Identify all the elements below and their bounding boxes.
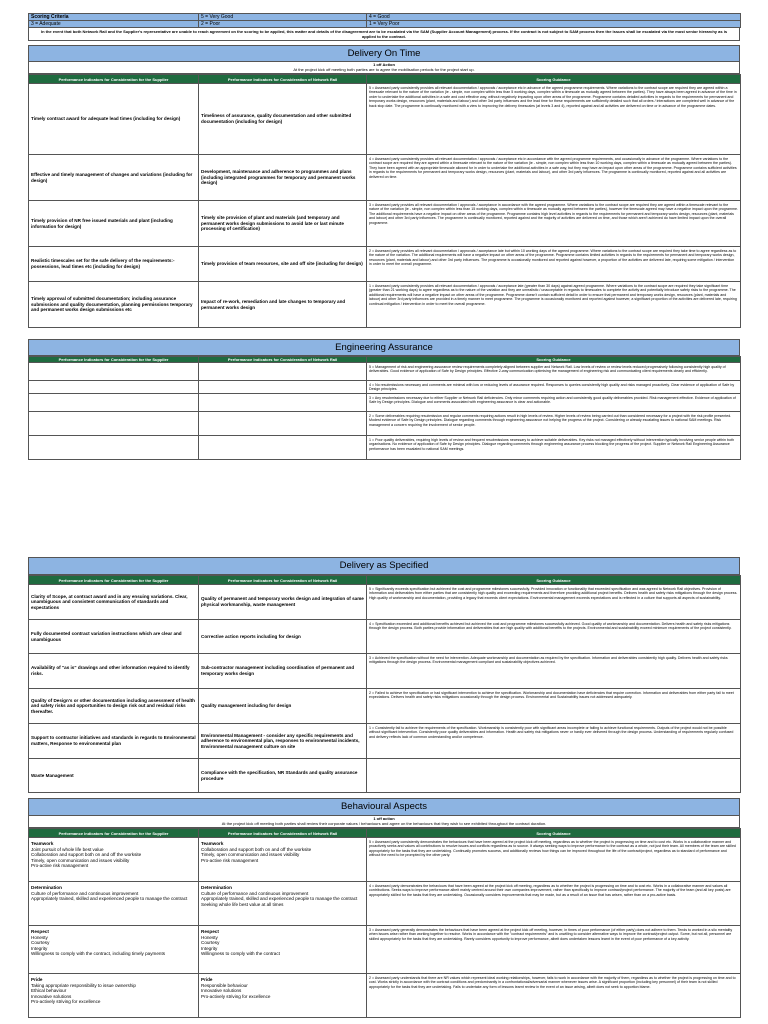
behaviour-item: Appropriately trained, skilled and experienced people to manage the contract <box>201 896 358 902</box>
action-text: At the project kick off meeting both parties shall review their corporate values / behaviours and agree on the behaviours that they wish to see exhibited throughout the contract duration. <box>221 821 547 826</box>
network-rail-indicator: Timeliness of assurance, quality documentation and other submitted documentation (including for design) <box>199 84 367 155</box>
supplier-indicator: Effective and timely management of changes and variations (including for design) <box>29 155 199 201</box>
supplier-indicator: Quality of Design's or other documentation including assessment of health and safety risks and opportunities to design risk out and residual risks thereafter. <box>29 689 199 724</box>
network-rail-indicator: Environmental Management - consider any specific requirements and adherence to environmental plan, responses to environmental incidents, Environmental management culture on site <box>199 724 367 759</box>
delivery-on-time-table <box>28 74 741 328</box>
scoring-guidance: 1 = Poor quality deliverables, requiring high levels of review and frequent resubmissions necessary to achieve suitable deliverables. Key risks not managed effectively without intervention typically involving senior people within both organisations. No evidence of application of Safe by Design principles. Dialogue regarding comments through engineering assurance process blocking the progress of the project. Supplier or Network Rail Engineering Assurance performance has been escalated to national SAM meetings. <box>367 436 741 460</box>
table-row <box>29 759 741 793</box>
table-row <box>29 381 741 394</box>
behaviour-item: Collaboration and support both on and off the worksite <box>31 852 142 858</box>
scoring-criteria-table <box>28 13 741 28</box>
scoring-guidance: 4 = Assessed party consistently provides all relevant documentation / approvals / acceptance etc in accordance with the agreed programme requirements, and occasionally in advance of the programme. Where variations to the contract scope are required they are agreed within a timescale relevant to the nature of the variation (ie - simple, non complex within less than 10 working days, complex within a timescale as mutually agreed between the parties). They have been agreed with an appropriate timescale allowed for in order to undertake the additional activities in a safe way, but they may have an impact upon other areas of the programme. Programme contains sufficient activities in regards to the requirements for permanent and temporary works design, resources (plant, materials and labour), and other 3rd party influences. The programme is continually monitored, reported against and all activities are delivered on time. <box>367 155 741 201</box>
behaviour-item: Courtesy <box>201 940 220 946</box>
table-row <box>29 689 741 724</box>
behaviour-item: Collaboration and support both on and off the worksite <box>201 846 312 852</box>
scoring-guidance: 3 = Assessed party provides all relevant documentation / approvals / acceptance in accordance with the agreed programme. Where variations to the contract scope are required they are agreed within a timescale relevant to the nature of the variation (ie - simple, non complex within less than 15 working days, complex within a timescale as mutually agreed between the parties), however the timescale agreed may have a negative impact upon the programme. The additional requirements have a negative impact on other areas of the programme. Programme contains high level activities in regards to the requirements for permanent and temporary works design, resources (plant, materials and labour) and other 3rd party influences. The programme is continually monitored, reported against and the majority of activities are delivered on time, and those which aren't achieved do have limited impact upon the overall programme. <box>367 201 741 247</box>
delivery-as-specified-table <box>28 575 741 793</box>
behaviour-item: Taking appropriate responsibility to issue ownership <box>31 982 136 988</box>
header-network-rail: Performance Indicators for Consideration of Network Rail <box>199 829 367 838</box>
network-rail-indicator: Development, maintenance and adherence to programmes and plans (including integrated programmes for temporary and permanent works design) <box>199 155 367 201</box>
scoring-guidance: 3 = Assessed party generally demonstrates the behaviours that have been agreed at the project kick off meeting, however, in times of poor performance (of either party) does not adhere to them. Tends to worked in a silo mentality when issues arise rather than working together to resolve. Works in accordance with the "contract requirements" and is unwilling to consider alternative ways to improve the contract/project output. Some, but not all, personnel are skilled appropriately for the tasks that they are undertaking. Rarely considers opportunity to improve performance, albeit does undertaken lessons learnt in the event of poor performance of a key activity. <box>367 926 741 974</box>
behaviour-item: Timely, open communication and issues visibility <box>31 857 130 863</box>
supplier-indicator <box>29 974 199 1018</box>
network-rail-indicator <box>199 838 367 882</box>
scoring-criteria-block <box>28 13 740 41</box>
table-row <box>29 247 741 282</box>
table-row <box>29 724 741 759</box>
table-row <box>29 974 741 1018</box>
header-scoring-guidance: Scoring Guidance <box>367 357 741 363</box>
header-scoring-guidance: Scoring Guidance <box>367 75 741 84</box>
action-text: At the project kick off meeting both parties are to agree the mobilisation periods for the project start up. <box>293 67 475 72</box>
criteria-poor: 2 = Poor <box>199 21 367 28</box>
header-network-rail: Performance Indicators for Consideration of Network Rail <box>199 576 367 585</box>
supplier-indicator <box>29 436 199 460</box>
supplier-indicator: Timely provision of NR free issued materials and plant (including information for design) <box>29 201 199 247</box>
behavioural-aspects-section <box>28 798 740 1018</box>
behaviour-item: Pro-active risk management <box>31 863 89 869</box>
behaviour-item: Joint pursuit of whole life best value <box>31 846 104 852</box>
table-row <box>29 620 741 654</box>
behaviour-item: Courtesy <box>31 940 50 946</box>
supplier-indicator: Availability of "as is" drawings and other information required to identify risks. <box>29 654 199 689</box>
network-rail-indicator: Corrective action reports including for design <box>199 620 367 654</box>
header-scoring-guidance: Scoring Guidance <box>367 576 741 585</box>
header-supplier: Performance Indicators for Consideration for the Supplier <box>29 576 199 585</box>
table-row <box>29 436 741 460</box>
behavioural-aspects-table <box>28 828 741 1018</box>
header-network-rail: Performance Indicators for Consideration of Network Rail <box>199 357 367 363</box>
network-rail-indicator: Compliance with the specification, NR Standards and quality assurance procedure <box>199 759 367 793</box>
supplier-indicator: Fully documented contract variation instructions which are clear and unambiguous <box>29 620 199 654</box>
behaviour-item: Integrity <box>201 945 218 951</box>
behaviour-title: Pride <box>31 977 43 982</box>
scoring-guidance: 2 = Failed to achieve the specification or had significant intervention to achieve the specification. Workmanship and documentation have deficiencies that require correction. Information and deliverables from either party fail to meet expectations. Delivers health and safety risks mitigations occasionally through the design process. Environmental and Sustainability issues not addressed adequately. <box>367 689 741 724</box>
network-rail-indicator <box>199 882 367 926</box>
network-rail-indicator: Sub-contractor management including coordination of permanent and temporary works design <box>199 654 367 689</box>
supplier-indicator <box>29 926 199 974</box>
table-row <box>29 282 741 328</box>
behaviour-item: Honesty <box>201 934 218 940</box>
scoring-guidance: 2 = Assessed party provides all relevant documentation / approvals / acceptance late but within 10 working days of the agreed programme. Where variations to the contract scope are required they take time to agree regardless as to the nature of the variation. The additional requirements will have a negative impact on other areas of the programme. Programme contains limited activities in regards to the requirements for permanent and temporary works design, resources (plant, materials and labour) and other 3rd party influences. The programme is occasionally monitored and reported against however, a proportion of the activities are delivered late, requiring some mitigation / intervention in order to meet the overall programme. <box>367 247 741 282</box>
scoring-guidance: 3 = Any resubmissions necessary due to either Supplier or Network Rail deficiencies. Only minor comments requiring action and consistently good quality deliverables provided. Risk management effective. Evidence of application of Safe by Design principles. Dialogue and comments associated with engineering assurance is clear and actionable. <box>367 394 741 412</box>
network-rail-indicator <box>199 381 367 394</box>
table-row <box>29 926 741 974</box>
scoring-guidance: 3 = Achieved the specification without the need for intervention. Adequate workmanship and documentation as required by the specification. Information and deliverables consistently high quality. Delivers health and safety risks mitigations through the design process. Environmental management compliant and sustainability objectives achieved. <box>367 654 741 689</box>
scoring-guidance: 5 = Assessed party consistently demonstrates the behaviours that have been agreed at the project kick off meeting, regardless as to whether the project is progressing on time and to cost etc. Works in a collaborative manner and proactively seeks and values all contributions to resolve issues and conflicts regardless as to source. It always seeking ways to improve performance to the contract as a whole, not just their team. All members of the team are skilled appropriately for the tasks that they are undertaking. Continually promotes success, and additionally reviews how things can be improved throughout the life of the contract/project, regardless as to standard of performance and without the need to be prompted by the other party. <box>367 838 741 882</box>
network-rail-indicator: Timely site provision of plant and materials (and temporary and permanent works design submissions to avoid late or last minute processing of certification) <box>199 201 367 247</box>
scoring-guidance: 5 = Significantly exceeds specification but achieved the cost and programme milestones successfully. Provided innovation or functionality that exceeded specification and was agreed to Network Rail objectives. Provision of information and deliverables from either parties that are consistently high quality and exceeding requirements and therefore providing additional project benefits. Delivers health and safety risks mitigations through the design process. High quality of workmanship and documentation, providing a legacy that exceeds client expectations. Environmental management exceeds expectations and is reflected in a culture that supports all aspects of sustainability. <box>367 585 741 620</box>
supplier-indicator: Realistic timescales set for the safe delivery of the requirements:- possessions, lead times etc (including for design) <box>29 247 199 282</box>
action-heading: 1 off Action <box>373 62 395 67</box>
behaviour-item: Seeking whole life best value at all times <box>201 901 284 907</box>
behaviour-title: Determination <box>201 885 232 890</box>
engineering-assurance-section <box>28 339 740 460</box>
scoring-criteria-heading: Scoring Criteria <box>29 14 199 21</box>
table-header-row <box>29 829 741 838</box>
table-row <box>29 882 741 926</box>
behaviour-item: Culture of performance and continuous improvement <box>201 890 309 896</box>
network-rail-indicator: Timely provision of team resources, site and off site (including for design) <box>199 247 367 282</box>
supplier-indicator: Waste Management <box>29 759 199 793</box>
behaviour-item: Pro-active risk management <box>201 857 259 863</box>
scoring-criteria-row <box>29 21 741 28</box>
behaviour-title: Teamwork <box>201 841 224 846</box>
criteria-very-poor: 1 = Very Poor <box>367 21 741 28</box>
network-rail-indicator: Quality management including for design <box>199 689 367 724</box>
scoring-guidance: 5 = Management of risk and engineering assurance review requirements completely aligned between supplier and Network Rail. Low levels of review or review levels reduced progressively following consistently high quality of deliverables. Good evidence of application of Safe by Design principles. Effective 2-way communication optimising the management of engineering risk and communicating client requirements clearly and efficiently. <box>367 363 741 381</box>
criteria-very-good: 5 = Very Good <box>199 14 367 21</box>
behaviour-item: Timely, open communication and issues visibility <box>201 852 300 858</box>
section-title: Behavioural Aspects <box>28 798 740 816</box>
action-note <box>28 816 740 828</box>
scoring-guidance: 4 = Specification exceeded and additional benefits achieved but achieved the cost and programme milestones successfully achieved. Good quality of workmanship and documentation. Delivers health and safety risks mitigations through the design process. Both parties provide information and deliverables that are high quality with additional benefits to the projects. Environmental and sustainability exceed minimum requirements of the project consistently. <box>367 620 741 654</box>
supplier-indicator <box>29 363 199 381</box>
header-supplier: Performance Indicators for Consideration for the Supplier <box>29 75 199 84</box>
network-rail-indicator <box>199 974 367 1018</box>
action-heading: 1 off action <box>373 816 395 821</box>
table-row <box>29 84 741 155</box>
escalation-note: In the event that both Network Rail and the Supplier's representative are unable to reach agreement on the scoring to be applied, this matter and details of the disagreement are to be escalated via the SAM (Supplier Account Management) process. If the contract is not subject to SAM process then the issues shall be escalated via the most senior hierarchy as is applied to the contract. <box>28 28 740 41</box>
section-title: Delivery as Specified <box>28 557 740 575</box>
scoring-guidance: 1 = Consistently fail to achieve the requirements of the specification. Workmanship is consistently poor with significant areas incomplete or failing to achieve functional requirements. Outputs of the project would not be possible without significant intervention. Consistently poor quality deliverables and information. Health and safety risk mitigations never or hardly ever delivered through the design process. Understanding of requirements regularly confused and delivery reflects lack of common understanding and/or competence. <box>367 724 741 759</box>
behaviour-item: Innovative solutions <box>31 993 72 999</box>
supplier-indicator: Timely contract award for adequate lead times (including for design) <box>29 84 199 155</box>
scoring-guidance: 5 = Assessed party consistently provides all relevant documentation / approvals / acceptance etc in advance of the agreed programme requirements. Where variations to the contract scope are required they are agreed within a timescale relevant to the nature of the variation (ie - simple, non complex within less than 5 working days, complex within a timescale as mutually agreed between the parties). They have always been agreed in advance of the time in order to undertake the additional activities in a safe and cost effective way, without negatively impacting upon other areas of the programme. Programme contains detailed activities in regards to the requirements for permanent and temporary works design, resources (plant, materials and labour) and other 3rd party influences and the lead time for these requirements are sufficiently detailed such that all orders / interactions are completed well in advance of the back stop date. The programme is continually monitored with a view to improving the delivery timescales (at levels 3 and 4), reported against and all activities are delivered on time or in advance of the programme dates. <box>367 84 741 155</box>
delivery-on-time-section <box>28 45 740 328</box>
table-row <box>29 201 741 247</box>
behaviour-title: Respect <box>31 929 49 934</box>
network-rail-indicator <box>199 394 367 412</box>
behaviour-item: Appropriately trained, skilled and experienced people to manage the contract <box>31 896 188 902</box>
table-row <box>29 585 741 620</box>
section-title: Delivery On Time <box>28 45 740 62</box>
delivery-as-specified-section <box>28 557 740 793</box>
network-rail-indicator <box>199 926 367 974</box>
behaviour-item: Willingness to comply with the contract <box>201 951 280 957</box>
header-supplier: Performance Indicators for Consideration for the Supplier <box>29 829 199 838</box>
supplier-indicator <box>29 381 199 394</box>
criteria-adequate: 3 = Adequate <box>29 21 199 28</box>
behaviour-item: Culture of performance and continuous improvement <box>31 890 139 896</box>
supplier-indicator: Timely approval of submitted documentation; including assurance submissions and quality documentation, planning permissions temporary and permanent works design submissions etc <box>29 282 199 328</box>
header-supplier: Performance Indicators for Consideration for the Supplier <box>29 357 199 363</box>
supplier-indicator <box>29 394 199 412</box>
header-scoring-guidance: Scoring Guidance <box>367 829 741 838</box>
network-rail-indicator <box>199 363 367 381</box>
supplier-indicator: Support to contractor initiatives and standards in regards to Environmental matters, Response to environmental plan <box>29 724 199 759</box>
scoring-criteria-row <box>29 14 741 21</box>
table-row <box>29 394 741 412</box>
behaviour-item: Ethical behaviour <box>31 988 67 994</box>
table-row <box>29 838 741 882</box>
behaviour-title: Respect <box>201 929 219 934</box>
scoring-guidance: 1 = Assessed party consistently provides all relevant documentation / approvals / acceptance late (greater than 30 days) against agreed programme. Where variations to the contract scope are required they take significant time (greater than 21 working days) to agree regardless as to the nature of the variation and they are unrealistic / unacceptable in regards to timescales to complete the activity and potentially introduce safety risks to the programme. The additional requirements will have a negative impact on other areas of the programme. Programme doesn't contain sufficient detail in order to ensure that permanent and temporary works design, resources (plant, materials and labour) and other 3rd party influences are provided in a timely manner to meet programme. The programme is occasionally monitored and reported against however, a significant proportion of the activities are delivered late, requiring continual mitigation / intervention in order to meet the overall programme. <box>367 282 741 328</box>
section-title: Engineering Assurance <box>28 339 740 356</box>
network-rail-indicator: Quality of permanent and temporary works design and integration of same physical workmanship, waste management <box>199 585 367 620</box>
behaviour-item: Willingness to comply with the contract, including timely payments <box>31 951 166 957</box>
supplier-indicator <box>29 838 199 882</box>
behaviour-title: Teamwork <box>31 841 54 846</box>
table-row <box>29 654 741 689</box>
table-row <box>29 363 741 381</box>
behaviour-item: Pro-actively striving for excellence <box>201 993 271 999</box>
behaviour-item: Honesty <box>31 934 48 940</box>
network-rail-indicator <box>199 436 367 460</box>
action-note <box>28 62 740 74</box>
behaviour-title: Pride <box>201 977 213 982</box>
engineering-assurance-table <box>28 356 741 460</box>
behaviour-item: Pro-actively striving for excellence <box>31 999 101 1005</box>
header-network-rail: Performance Indicators for Consideration of Network Rail <box>199 75 367 84</box>
criteria-good: 4 = Good <box>367 14 741 21</box>
table-header-row <box>29 75 741 84</box>
scoring-guidance: 2 = Assessed party understands that there are NR values which represent ideal working relationships, however, fails to work in accordance with the majority of them, regardless as to whether the project is progressing on time and to cost. Works strictly in accordance with the contract conditions and predominantly in a confrontational/adversarial manner whenever issues arise. A significant proportion (including key personnel) of their team is not skilled appropriately for the tasks that they are undertaking. Fails to undertake any form of lessons learnt review in the event of an issue arising, albeit does not seek to apportion blame. <box>367 974 741 1018</box>
scoring-guidance: 4 = Assessed party demonstrates the behaviours that have been agreed at the project kick off meeting, regardless as to whether the project is progressing on time and to cost etc. Works in a collaborative manner and values all contributions. Seeks ways to improve performance albeit mainly centred around their own companies improvement, rather than specifically to improve contract/project performance. The majority of the team (and all key posts) are appropriately skilled for the tasks that they are undertaking. Occasionally considers improvements that may be made, but as a result of an issue that has arisen, rather than on a pro-active basis. <box>367 882 741 926</box>
scoring-guidance: 2 = Some deliverables requiring resubmission and regular comments requiring actions result in high levels of review. Higher levels of review being carried out than considered necessary for a project with the risk profile presented. Modest evidence of Safe by Design principles. Dialogue regarding comments through engineering assurance not helping the progress of the project. Considering or already escalating issues to national SAM meetings. Risk management a concern requiring the involvement of senior people. <box>367 412 741 436</box>
table-row <box>29 155 741 201</box>
behaviour-item: Responsible behaviour <box>201 982 248 988</box>
scoring-guidance <box>367 759 741 793</box>
network-rail-indicator: Impact of re-work, remediation and late changes to temporary and permanent works design <box>199 282 367 328</box>
table-header-row <box>29 576 741 585</box>
behaviour-title: Determination <box>31 885 62 890</box>
behaviour-item: Innovative solutions <box>201 988 242 994</box>
scoring-guidance: 4 = No resubmissions necessary and comments are minimal with low or reducing levels of assurance required. Responses to queries consistently high quality and risks managed proactively. Clear evidence of application of Safe by Design principles. <box>367 381 741 394</box>
supplier-indicator: Clarity of Scope, at contract award and in any ensuing variations. Clear, unambiguous and consistent communication of standards and expectations <box>29 585 199 620</box>
network-rail-indicator <box>199 412 367 436</box>
supplier-indicator <box>29 412 199 436</box>
table-row <box>29 412 741 436</box>
supplier-indicator <box>29 882 199 926</box>
behaviour-item: Integrity <box>31 945 48 951</box>
